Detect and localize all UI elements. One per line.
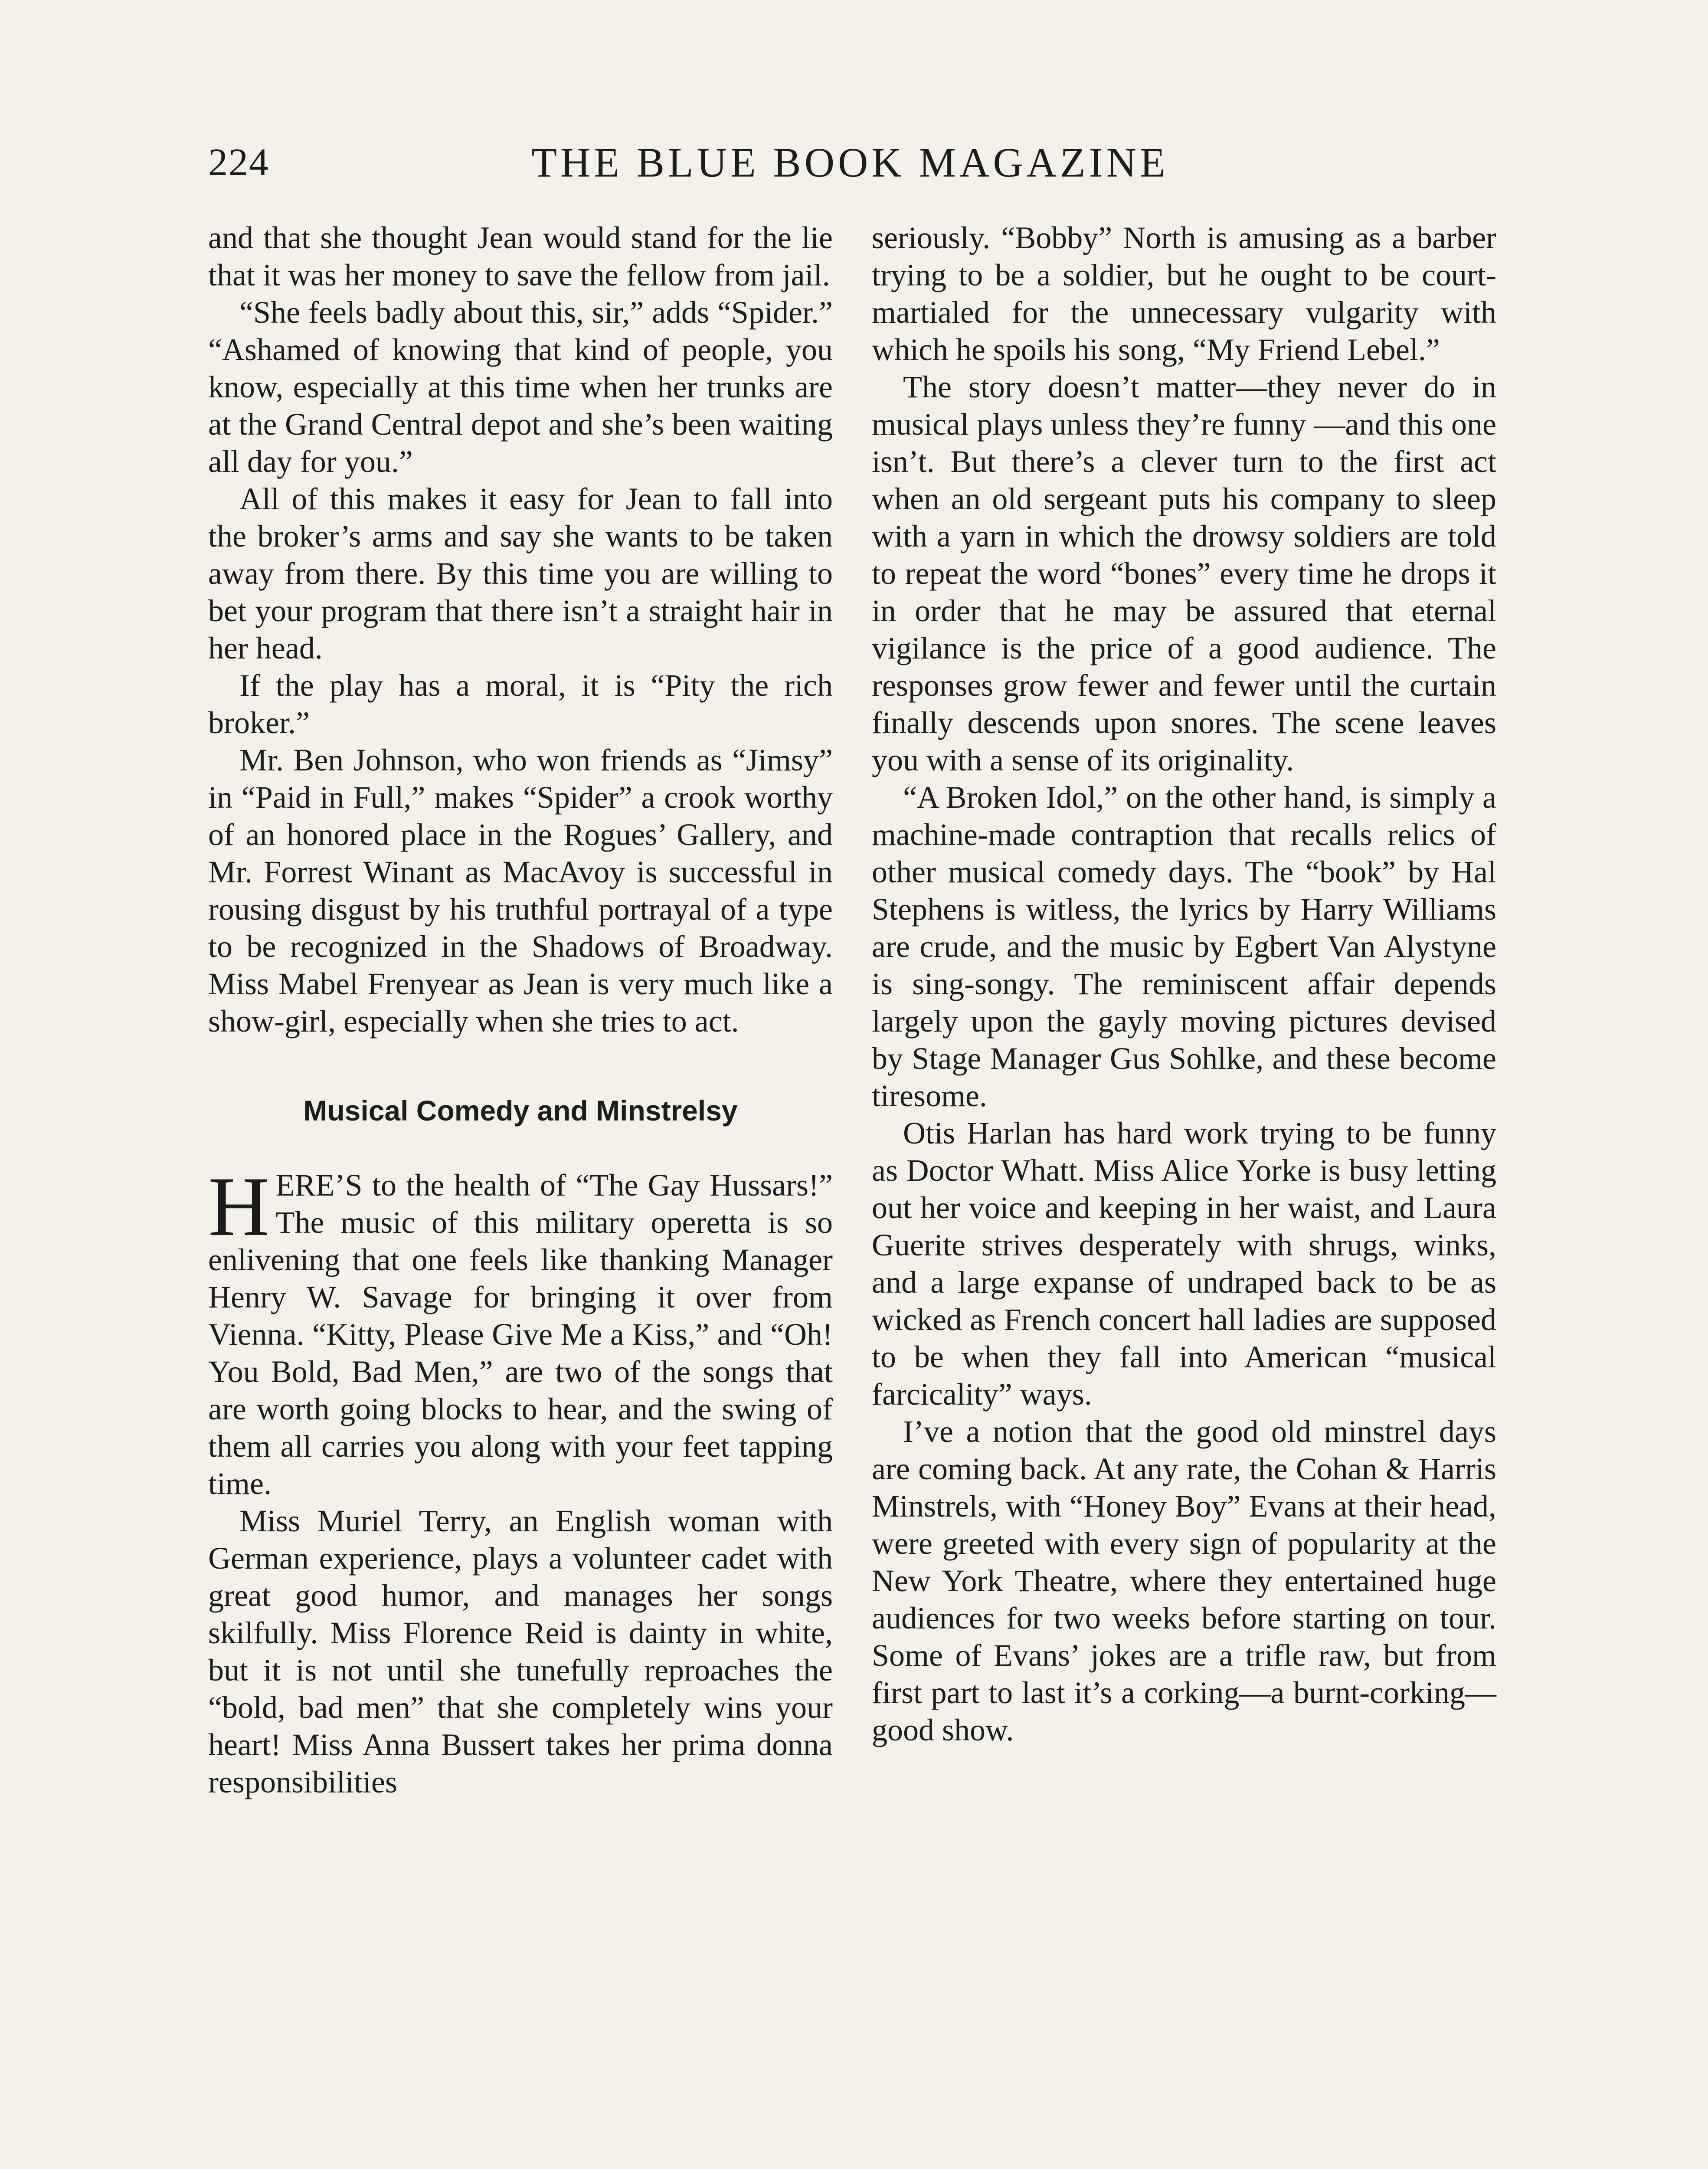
paragraph: All of this makes it easy for Jean to fall into the broker’s arms and say she wants to be taken away from there. By this time you are willing to bet your program that there isn’t a straight hair in her head. — [208, 482, 833, 665]
paragraph: Otis Harlan has hard work trying to be funny as Doctor Whatt. Miss Alice Yorke is busy letting out her voice and keeping in her waist, and Laura Guerite strives desperately with shrugs, winks, and a large expanse of undraped back to be as wicked as French concert hall ladies are supposed to be when they fall into American “musical farcicality” ways. — [872, 1116, 1496, 1412]
paragraph: “She feels badly about this, sir,” adds “Spider.” “Ashamed of knowing that kind of people, you know, especially at this time when her trunks are at the Grand Central depot and she’s been waiting all day for you.” — [208, 295, 833, 479]
drop-cap: H — [208, 1160, 270, 1254]
paragraph: Miss Muriel Terry, an English woman with German experience, plays a volunteer cadet with great good humor, and manages her songs skilfully. Miss Florence Reid is dainty in white, but it is not until she tunefully reproaches the “bold, bad men” that she completely wins your heart! Miss Anna Bussert takes her prima donna responsibilities — [208, 1504, 833, 1799]
paragraph: The story doesn’t matter—they never do in musical plays unless they’re funny —and this one isn’t. But there’s a clever turn to the first act when an old sergeant puts his company to sleep with a yarn in which the drowsy soldiers are told to repeat the word “bones” every time he drops it in order that he may be assured that eternal vigilance is the price of a good audience. The responses grow fewer and fewer until the curtain finally descends upon snores. The scene leaves you with a sense of its originality. — [872, 370, 1496, 777]
section-heading: Musical Comedy and Minstrelsy — [303, 1094, 738, 1127]
paragraph: seriously. “Bobby” North is amusing as a barber trying to be a soldier, but he ought to be court-martialed for the unnecessary vulgarity with which he spoils his song, “My Friend Lebel.” — [872, 220, 1496, 367]
paragraph: If the play has a moral, it is “Pity the rich broker.” — [208, 668, 833, 740]
right-column — [872, 219, 1496, 1749]
left-column — [208, 219, 833, 1801]
magazine-title: THE BLUE BOOK MAGAZINE — [531, 139, 1169, 186]
paragraph: I’ve a notion that the good old minstrel days are coming back. At any rate, the Cohan & Harris Minstrels, with “Honey Boy” Evans at their head, were greeted with every sign of popularity at the New York Theatre, where they entertained huge audiences for two weeks before starting on tour. Some of Evans’ jokes are a trifle raw, but from first part to last it’s a corking—a burnt-corking—good show. — [872, 1414, 1496, 1747]
paragraph: and that she thought Jean would stand for the lie that it was her money to save the fellow from jail. — [208, 220, 833, 292]
paragraph: Mr. Ben Johnson, who won friends as “Jimsy” in “Paid in Full,” makes “Spider” a crook worthy of an honored place in the Rogues’ Gallery, and Mr. Forrest Winant as MacAvoy is successful in rousing disgust by his truthful portrayal of a type to be recognized in the Shadows of Broadway. Miss Mabel Frenyear as Jean is very much like a show-girl, especially when she tries to act. — [208, 743, 833, 1039]
paragraph: “A Broken Idol,” on the other hand, is simply a machine-made contraption that recalls relics of other musical comedy days. The “book” by Hal Stephens is witless, the lyrics by Harry Williams are crude, and the music by Egbert Van Alystyne is sing-songy. The reminiscent affair depends largely upon the gayly moving pictures devised by Stage Manager Gus Sohlke, and these become tiresome. — [872, 780, 1496, 1113]
page-header — [208, 130, 1492, 195]
dropcap-paragraph-text: ERE’S to the health of “The Gay Hussars!” The music of this military operetta is so enlivening that one feels like thanking Manager Henry W. Savage for bringing it over from Vienna. “Kitty, Please Give Me a Kiss,” and “Oh! You Bold, Bad Men,” are two of the songs that are worth going blocks to hear, and the swing of them all carries you along with your feet tapping time. — [208, 1168, 833, 1501]
dropcap-paragraph — [208, 1160, 833, 1502]
page-number: 224 — [208, 141, 269, 184]
